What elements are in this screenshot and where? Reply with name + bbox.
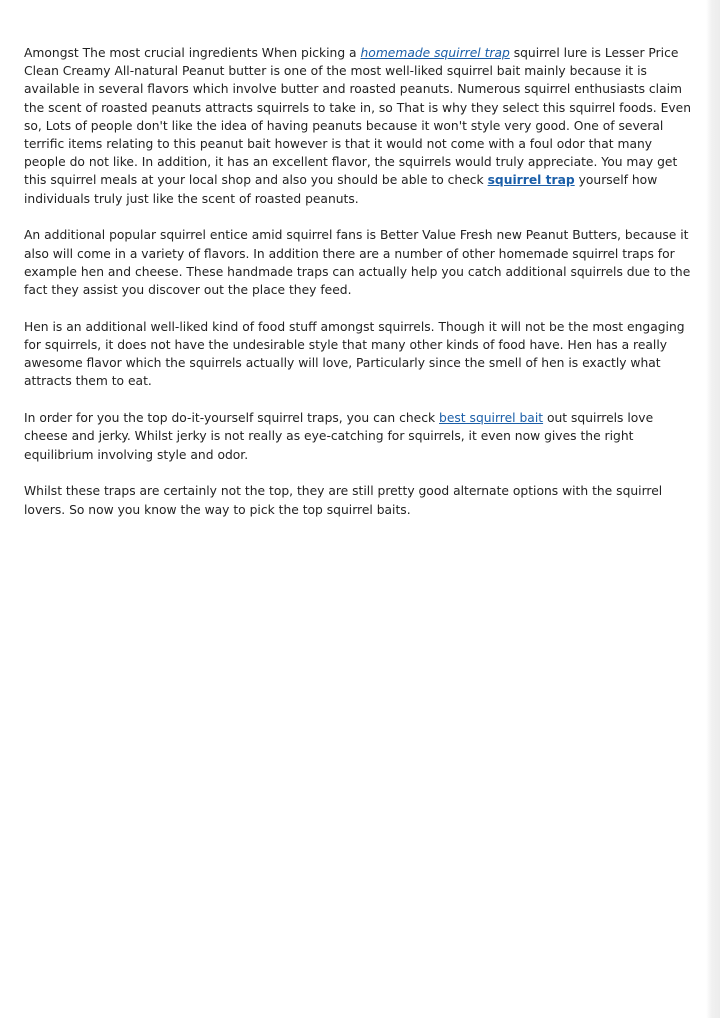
best-squirrel-bait-link[interactable]: best squirrel bait bbox=[439, 411, 544, 426]
homemade-squirrel-trap-link[interactable]: homemade squirrel trap bbox=[360, 46, 510, 60]
paragraph-1-text-middle: squirrel lure is Lesser Price Clean Creamy All-natural Peanut butter is one of the most well-liked squirrel bait mainly because it is available in several flavors which involve butter and roasted peanuts. Numerous squirrel enthusiasts claim the scent of roasted peanuts attracts squirrels to take in, so That is why they select this squirrel foods. Even so, Lots of people don't like the idea of having peanuts because it won't style very good. One of several terrific items relating to this peanut bait however is that it would not come with a foul odor that many people do not like. In addition, it has an excellent flavor, the squirrels would truly appreciate. You may get this squirrel meals at your local shop and also you should be able to check bbox=[24, 46, 691, 188]
article-body bbox=[24, 44, 696, 537]
paragraph-1-text-end: yourself how individuals truly just like the scent of roasted peanuts. bbox=[24, 173, 658, 206]
paragraph-1 bbox=[24, 44, 696, 208]
page-edge-shadow bbox=[706, 0, 720, 1018]
paragraph-3: Hen is an additional well-liked kind of food stuff amongst squirrels. Though it will not be the most engaging for squirrels, it does not have the undesirable style that many other kinds of food have. Hen has a really awesome flavor which the squirrels actually will love, Particularly since the smell of hen is exactly what attracts them to eat. bbox=[24, 319, 685, 389]
paragraph-4 bbox=[24, 409, 696, 464]
paragraph-4-text-start: In order for you the top do-it-yourself squirrel traps, you can check bbox=[24, 411, 440, 426]
paragraph-2: An additional popular squirrel entice amid squirrel fans is Better Value Fresh new Peanut Butters, because it also will come in a variety of flavors. In addition there are a number of other homemade squirrel traps for example hen and cheese. These handmade traps can actually help you catch additional squirrels due to the fact they assist you discover out the place they feed. bbox=[24, 228, 691, 298]
paragraph-5: Whilst these traps are certainly not the top, they are still pretty good alternate options with the squirrel lovers. So now you know the way to pick the top squirrel baits. bbox=[24, 484, 663, 517]
squirrel-trap-link[interactable]: squirrel trap bbox=[487, 173, 575, 188]
paragraph-1-text-start: Amongst The most crucial ingredients When picking a bbox=[24, 46, 361, 60]
paragraph-4-text-end: out squirrels love cheese and jerky. Whilst jerky is not really as eye-catching for squirrels, it even now gives the right equilibrium involving style and odor. bbox=[24, 411, 654, 462]
